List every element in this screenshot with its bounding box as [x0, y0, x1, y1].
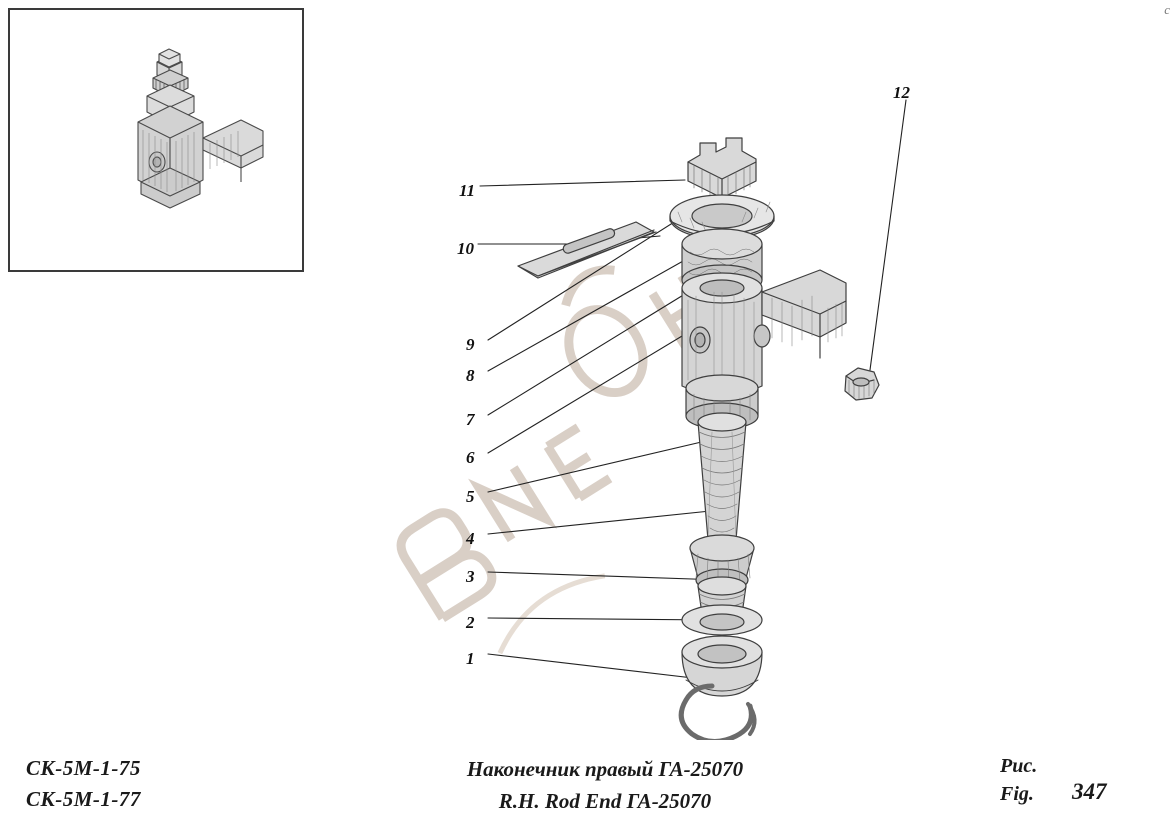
figure-title-ru: Наконечник правый ГА-25070: [466, 757, 744, 781]
callout-7: 7: [466, 410, 475, 429]
rh-rod-end-exploded-view: [330, 40, 1030, 740]
callout-6: 6: [466, 448, 475, 467]
fig-label-en: Fig.: [1000, 783, 1034, 805]
figure-title-block: [395, 757, 815, 821]
figure-title-en: R.H. Rod End ГА-25070: [498, 789, 712, 813]
assembly-thumbnail: [10, 10, 302, 270]
callout-11: 11: [459, 181, 476, 200]
fig-label-ru: Рис.: [1000, 755, 1038, 777]
figure-number-block: [1000, 755, 1107, 811]
callout-4: 4: [466, 529, 475, 548]
callout-2: 2: [466, 613, 475, 632]
callout-8: 8: [466, 366, 475, 385]
callout-3: 3: [466, 567, 475, 586]
machine-code-block: [26, 756, 141, 818]
corner-mark: с: [1164, 2, 1170, 17]
machine-code-1: СК-5М-1-75: [26, 756, 141, 780]
callout-12: 12: [893, 83, 910, 102]
callout-9: 9: [466, 335, 475, 354]
callout-1: 1: [466, 649, 475, 668]
fig-number: 347: [1072, 779, 1107, 804]
assembly-thumbnail-box: [8, 8, 304, 272]
callout-5: 5: [466, 487, 475, 506]
callout-10: 10: [457, 239, 474, 258]
machine-code-2: СК-5М-1-77: [26, 787, 141, 811]
